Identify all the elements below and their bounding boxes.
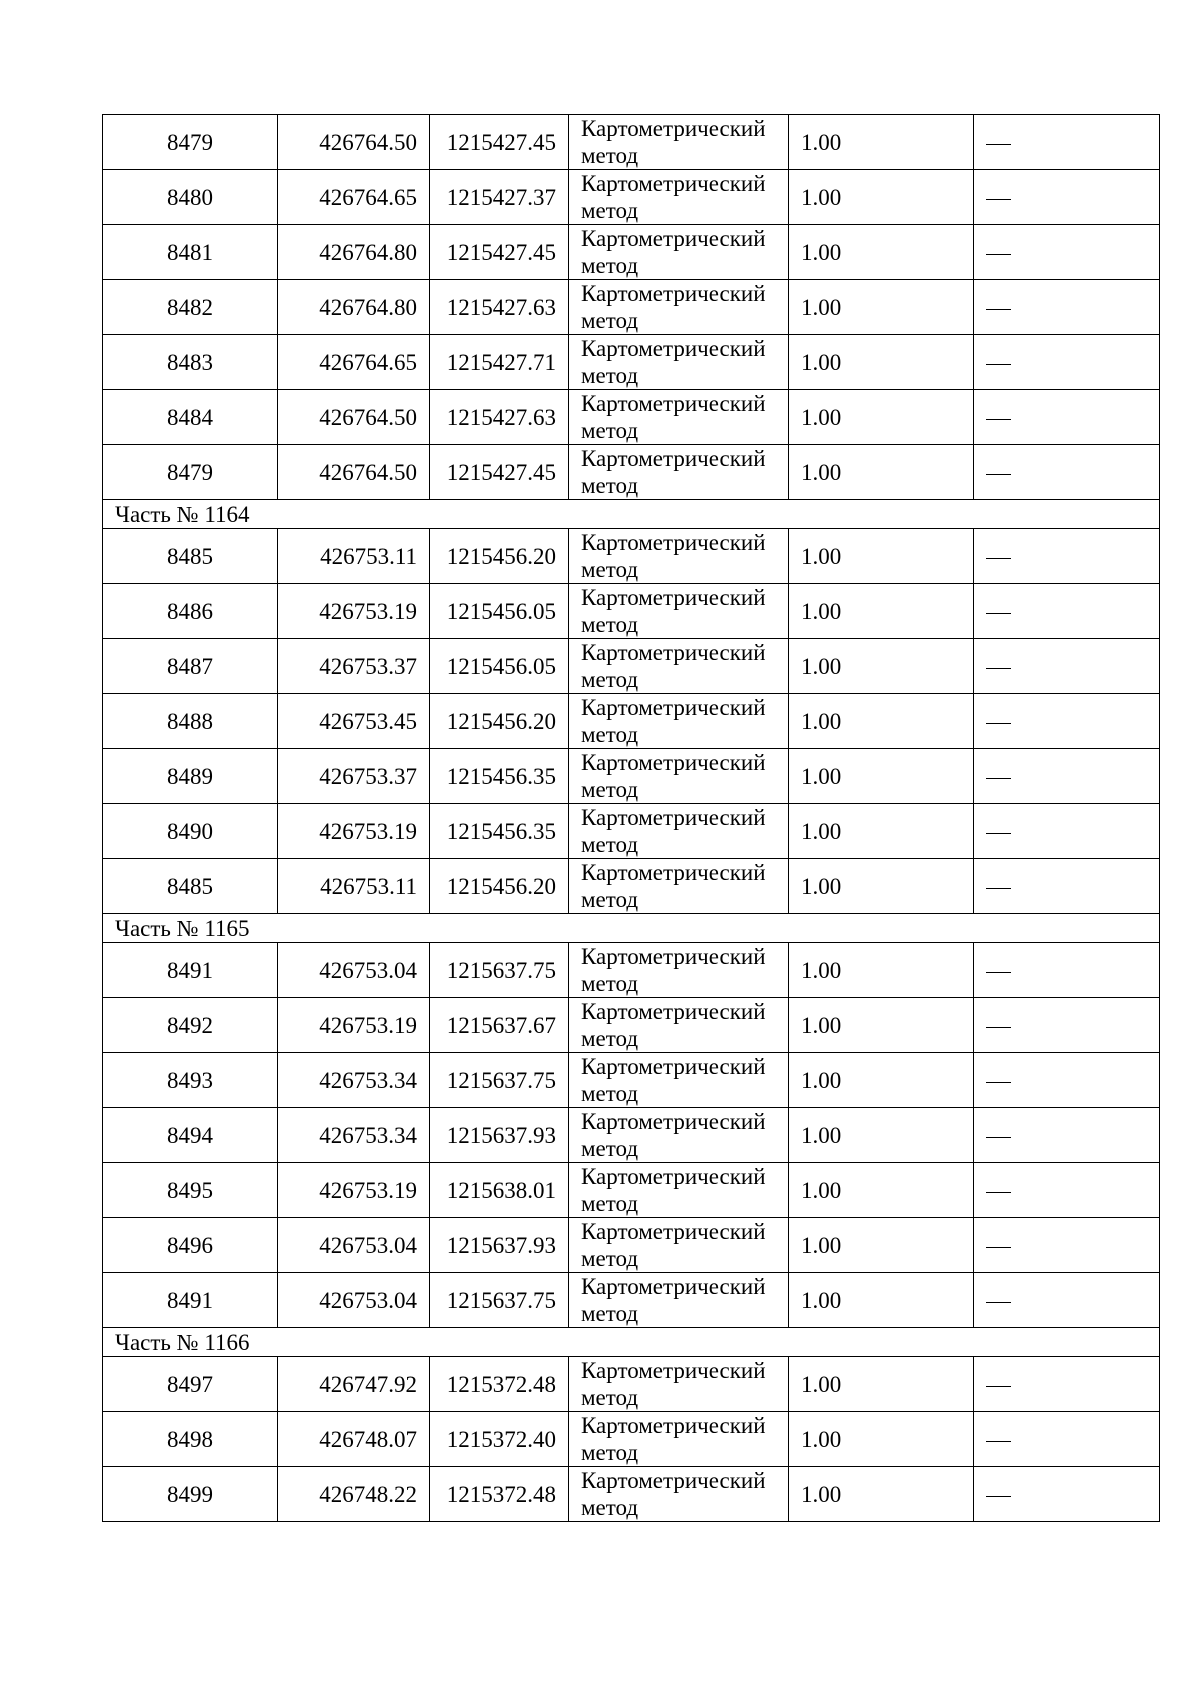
description-cell xyxy=(974,584,1160,639)
coord-x-cell: 426747.92 xyxy=(278,1357,430,1412)
coordinates-table xyxy=(102,114,1160,1522)
method-line-1: Картометрический xyxy=(581,1274,766,1299)
method-cell xyxy=(569,335,789,390)
method-cell xyxy=(569,1218,789,1273)
coord-y-cell: 1215427.37 xyxy=(430,170,569,225)
point-number-cell: 8480 xyxy=(103,170,278,225)
method-line-2: метод xyxy=(581,1301,639,1326)
coord-y-cell: 1215637.93 xyxy=(430,1218,569,1273)
description-cell xyxy=(974,1412,1160,1467)
method-cell xyxy=(569,445,789,500)
accuracy-cell: 1.00 xyxy=(789,1357,974,1412)
coord-x-cell: 426764.50 xyxy=(278,445,430,500)
method-cell xyxy=(569,1467,789,1522)
accuracy-cell: 1.00 xyxy=(789,998,974,1053)
dash-mark xyxy=(986,1496,1011,1497)
method-line-1: Картометрический xyxy=(581,171,766,196)
table-row xyxy=(103,390,1160,445)
coord-x-cell: 426753.11 xyxy=(278,529,430,584)
method-line-1: Картометрический xyxy=(581,750,766,775)
point-number-cell: 8481 xyxy=(103,225,278,280)
method-line-1: Картометрический xyxy=(581,1468,766,1493)
method-cell xyxy=(569,225,789,280)
coord-y-cell: 1215456.05 xyxy=(430,639,569,694)
accuracy-cell: 1.00 xyxy=(789,1108,974,1163)
table-row xyxy=(103,1412,1160,1467)
point-number-cell: 8494 xyxy=(103,1108,278,1163)
table-row xyxy=(103,280,1160,335)
coord-x-cell: 426753.37 xyxy=(278,639,430,694)
accuracy-cell: 1.00 xyxy=(789,859,974,914)
method-line-1: Картометрический xyxy=(581,860,766,885)
table-row xyxy=(103,694,1160,749)
dash-mark xyxy=(986,1247,1011,1248)
description-cell xyxy=(974,1108,1160,1163)
method-line-1: Картометрический xyxy=(581,640,766,665)
method-line-2: метод xyxy=(581,832,639,857)
point-number-cell: 8483 xyxy=(103,335,278,390)
accuracy-cell: 1.00 xyxy=(789,804,974,859)
method-line-1: Картометрический xyxy=(581,530,766,555)
description-cell xyxy=(974,1053,1160,1108)
coord-y-cell: 1215456.05 xyxy=(430,584,569,639)
coord-x-cell: 426764.50 xyxy=(278,115,430,170)
method-line-1: Картометрический xyxy=(581,944,766,969)
dash-mark xyxy=(986,364,1011,365)
point-number-cell: 8479 xyxy=(103,115,278,170)
accuracy-cell: 1.00 xyxy=(789,1163,974,1218)
point-number-cell: 8489 xyxy=(103,749,278,804)
point-number-cell: 8498 xyxy=(103,1412,278,1467)
dash-mark xyxy=(986,833,1011,834)
coord-y-cell: 1215456.35 xyxy=(430,749,569,804)
table-body xyxy=(103,115,1160,1522)
coord-x-cell: 426748.22 xyxy=(278,1467,430,1522)
dash-mark xyxy=(986,144,1011,145)
method-cell xyxy=(569,859,789,914)
method-line-1: Картометрический xyxy=(581,585,766,610)
coord-x-cell: 426753.45 xyxy=(278,694,430,749)
method-line-2: метод xyxy=(581,1191,639,1216)
method-line-2: метод xyxy=(581,1495,639,1520)
description-cell xyxy=(974,694,1160,749)
accuracy-cell: 1.00 xyxy=(789,639,974,694)
point-number-cell: 8497 xyxy=(103,1357,278,1412)
method-line-2: метод xyxy=(581,667,639,692)
coord-y-cell: 1215456.35 xyxy=(430,804,569,859)
dash-mark xyxy=(986,474,1011,475)
description-cell xyxy=(974,115,1160,170)
point-number-cell: 8485 xyxy=(103,529,278,584)
method-line-1: Картометрический xyxy=(581,1109,766,1134)
description-cell xyxy=(974,280,1160,335)
accuracy-cell: 1.00 xyxy=(789,445,974,500)
coord-x-cell: 426753.11 xyxy=(278,859,430,914)
method-cell xyxy=(569,529,789,584)
table-row xyxy=(103,584,1160,639)
method-cell xyxy=(569,639,789,694)
coord-y-cell: 1215637.75 xyxy=(430,1273,569,1328)
coord-y-cell: 1215427.63 xyxy=(430,390,569,445)
description-cell xyxy=(974,1467,1160,1522)
accuracy-cell: 1.00 xyxy=(789,529,974,584)
coord-y-cell: 1215372.40 xyxy=(430,1412,569,1467)
point-number-cell: 8496 xyxy=(103,1218,278,1273)
table-row xyxy=(103,804,1160,859)
coord-y-cell: 1215456.20 xyxy=(430,859,569,914)
dash-mark xyxy=(986,613,1011,614)
table-row xyxy=(103,1108,1160,1163)
coord-y-cell: 1215427.45 xyxy=(430,445,569,500)
method-line-2: метод xyxy=(581,198,639,223)
method-cell xyxy=(569,280,789,335)
method-line-1: Картометрический xyxy=(581,116,766,141)
section-title: Часть № 1166 xyxy=(103,1328,1160,1357)
method-cell xyxy=(569,1163,789,1218)
point-number-cell: 8485 xyxy=(103,859,278,914)
point-number-cell: 8490 xyxy=(103,804,278,859)
description-cell xyxy=(974,804,1160,859)
method-line-2: метод xyxy=(581,971,639,996)
table-row xyxy=(103,639,1160,694)
dash-mark xyxy=(986,309,1011,310)
description-cell xyxy=(974,170,1160,225)
point-number-cell: 8484 xyxy=(103,390,278,445)
method-cell xyxy=(569,749,789,804)
coord-x-cell: 426764.65 xyxy=(278,170,430,225)
description-cell xyxy=(974,639,1160,694)
description-cell xyxy=(974,225,1160,280)
accuracy-cell: 1.00 xyxy=(789,225,974,280)
method-line-1: Картометрический xyxy=(581,805,766,830)
method-line-2: метод xyxy=(581,1136,639,1161)
method-line-2: метод xyxy=(581,777,639,802)
accuracy-cell: 1.00 xyxy=(789,1273,974,1328)
method-line-1: Картометрический xyxy=(581,1164,766,1189)
method-cell xyxy=(569,943,789,998)
description-cell xyxy=(974,1163,1160,1218)
coord-y-cell: 1215638.01 xyxy=(430,1163,569,1218)
description-cell xyxy=(974,529,1160,584)
table-row xyxy=(103,445,1160,500)
method-cell xyxy=(569,115,789,170)
point-number-cell: 8486 xyxy=(103,584,278,639)
method-cell xyxy=(569,1412,789,1467)
dash-mark xyxy=(986,778,1011,779)
section-header-row xyxy=(103,500,1160,529)
table-row xyxy=(103,998,1160,1053)
method-line-2: метод xyxy=(581,143,639,168)
coord-y-cell: 1215456.20 xyxy=(430,694,569,749)
dash-mark xyxy=(986,199,1011,200)
point-number-cell: 8479 xyxy=(103,445,278,500)
method-cell xyxy=(569,1273,789,1328)
section-header-row xyxy=(103,1328,1160,1357)
method-cell xyxy=(569,170,789,225)
coord-y-cell: 1215427.71 xyxy=(430,335,569,390)
table-row xyxy=(103,1467,1160,1522)
description-cell xyxy=(974,445,1160,500)
point-number-cell: 8493 xyxy=(103,1053,278,1108)
coord-y-cell: 1215427.63 xyxy=(430,280,569,335)
method-line-1: Картометрический xyxy=(581,1054,766,1079)
point-number-cell: 8491 xyxy=(103,943,278,998)
coord-x-cell: 426748.07 xyxy=(278,1412,430,1467)
dash-mark xyxy=(986,1082,1011,1083)
coord-y-cell: 1215456.20 xyxy=(430,529,569,584)
coord-x-cell: 426764.80 xyxy=(278,280,430,335)
coord-y-cell: 1215427.45 xyxy=(430,225,569,280)
point-number-cell: 8491 xyxy=(103,1273,278,1328)
method-line-1: Картометрический xyxy=(581,1413,766,1438)
accuracy-cell: 1.00 xyxy=(789,170,974,225)
method-line-1: Картометрический xyxy=(581,1219,766,1244)
coord-x-cell: 426753.19 xyxy=(278,1163,430,1218)
method-cell xyxy=(569,584,789,639)
table-row xyxy=(103,335,1160,390)
description-cell xyxy=(974,1218,1160,1273)
coord-x-cell: 426753.37 xyxy=(278,749,430,804)
description-cell xyxy=(974,1357,1160,1412)
section-header-row xyxy=(103,914,1160,943)
method-line-2: метод xyxy=(581,308,639,333)
point-number-cell: 8499 xyxy=(103,1467,278,1522)
coord-x-cell: 426753.34 xyxy=(278,1053,430,1108)
point-number-cell: 8482 xyxy=(103,280,278,335)
description-cell xyxy=(974,335,1160,390)
accuracy-cell: 1.00 xyxy=(789,115,974,170)
table-row xyxy=(103,1218,1160,1273)
method-line-2: метод xyxy=(581,557,639,582)
table-row xyxy=(103,170,1160,225)
method-line-2: метод xyxy=(581,1081,639,1106)
accuracy-cell: 1.00 xyxy=(789,1218,974,1273)
coord-y-cell: 1215637.93 xyxy=(430,1108,569,1163)
method-cell xyxy=(569,1357,789,1412)
table-row xyxy=(103,1357,1160,1412)
method-line-1: Картометрический xyxy=(581,226,766,251)
method-line-1: Картометрический xyxy=(581,695,766,720)
table-row xyxy=(103,115,1160,170)
table-row xyxy=(103,1053,1160,1108)
point-number-cell: 8495 xyxy=(103,1163,278,1218)
method-line-2: метод xyxy=(581,418,639,443)
section-title: Часть № 1165 xyxy=(103,914,1160,943)
accuracy-cell: 1.00 xyxy=(789,749,974,804)
point-number-cell: 8487 xyxy=(103,639,278,694)
table-row xyxy=(103,225,1160,280)
coord-y-cell: 1215637.75 xyxy=(430,943,569,998)
method-line-1: Картометрический xyxy=(581,999,766,1024)
method-line-2: метод xyxy=(581,1246,639,1271)
method-cell xyxy=(569,998,789,1053)
dash-mark xyxy=(986,972,1011,973)
accuracy-cell: 1.00 xyxy=(789,390,974,445)
dash-mark xyxy=(986,254,1011,255)
method-line-2: метод xyxy=(581,1440,639,1465)
accuracy-cell: 1.00 xyxy=(789,335,974,390)
method-line-2: метод xyxy=(581,1385,639,1410)
method-line-2: метод xyxy=(581,887,639,912)
coord-x-cell: 426753.19 xyxy=(278,804,430,859)
table-row xyxy=(103,1163,1160,1218)
coord-y-cell: 1215637.75 xyxy=(430,1053,569,1108)
description-cell xyxy=(974,998,1160,1053)
method-cell xyxy=(569,1108,789,1163)
dash-mark xyxy=(986,723,1011,724)
coord-x-cell: 426753.19 xyxy=(278,998,430,1053)
table-row xyxy=(103,529,1160,584)
coord-y-cell: 1215637.67 xyxy=(430,998,569,1053)
point-number-cell: 8488 xyxy=(103,694,278,749)
coord-x-cell: 426764.50 xyxy=(278,390,430,445)
coord-x-cell: 426753.04 xyxy=(278,1218,430,1273)
dash-mark xyxy=(986,1302,1011,1303)
description-cell xyxy=(974,749,1160,804)
method-line-2: метод xyxy=(581,363,639,388)
description-cell xyxy=(974,390,1160,445)
method-line-2: метод xyxy=(581,253,639,278)
description-cell xyxy=(974,1273,1160,1328)
table-row xyxy=(103,1273,1160,1328)
method-line-2: метод xyxy=(581,722,639,747)
table-row xyxy=(103,859,1160,914)
method-line-2: метод xyxy=(581,1026,639,1051)
method-cell xyxy=(569,1053,789,1108)
section-title: Часть № 1164 xyxy=(103,500,1160,529)
method-cell xyxy=(569,804,789,859)
dash-mark xyxy=(986,888,1011,889)
dash-mark xyxy=(986,1192,1011,1193)
method-line-1: Картометрический xyxy=(581,336,766,361)
method-line-2: метод xyxy=(581,612,639,637)
accuracy-cell: 1.00 xyxy=(789,1412,974,1467)
description-cell xyxy=(974,943,1160,998)
method-line-2: метод xyxy=(581,473,639,498)
accuracy-cell: 1.00 xyxy=(789,280,974,335)
table-row xyxy=(103,943,1160,998)
dash-mark xyxy=(986,419,1011,420)
coord-x-cell: 426753.04 xyxy=(278,943,430,998)
method-line-1: Картометрический xyxy=(581,391,766,416)
accuracy-cell: 1.00 xyxy=(789,943,974,998)
coord-x-cell: 426753.04 xyxy=(278,1273,430,1328)
method-line-1: Картометрический xyxy=(581,446,766,471)
accuracy-cell: 1.00 xyxy=(789,584,974,639)
coord-x-cell: 426764.80 xyxy=(278,225,430,280)
dash-mark xyxy=(986,1027,1011,1028)
dash-mark xyxy=(986,558,1011,559)
accuracy-cell: 1.00 xyxy=(789,1467,974,1522)
coord-x-cell: 426764.65 xyxy=(278,335,430,390)
table-row xyxy=(103,749,1160,804)
coord-y-cell: 1215427.45 xyxy=(430,115,569,170)
dash-mark xyxy=(986,1386,1011,1387)
coord-x-cell: 426753.34 xyxy=(278,1108,430,1163)
point-number-cell: 8492 xyxy=(103,998,278,1053)
accuracy-cell: 1.00 xyxy=(789,694,974,749)
method-cell xyxy=(569,694,789,749)
coord-x-cell: 426753.19 xyxy=(278,584,430,639)
dash-mark xyxy=(986,1441,1011,1442)
accuracy-cell: 1.00 xyxy=(789,1053,974,1108)
method-line-1: Картометрический xyxy=(581,281,766,306)
dash-mark xyxy=(986,668,1011,669)
method-cell xyxy=(569,390,789,445)
description-cell xyxy=(974,859,1160,914)
dash-mark xyxy=(986,1137,1011,1138)
method-line-1: Картометрический xyxy=(581,1358,766,1383)
coord-y-cell: 1215372.48 xyxy=(430,1357,569,1412)
coord-y-cell: 1215372.48 xyxy=(430,1467,569,1522)
